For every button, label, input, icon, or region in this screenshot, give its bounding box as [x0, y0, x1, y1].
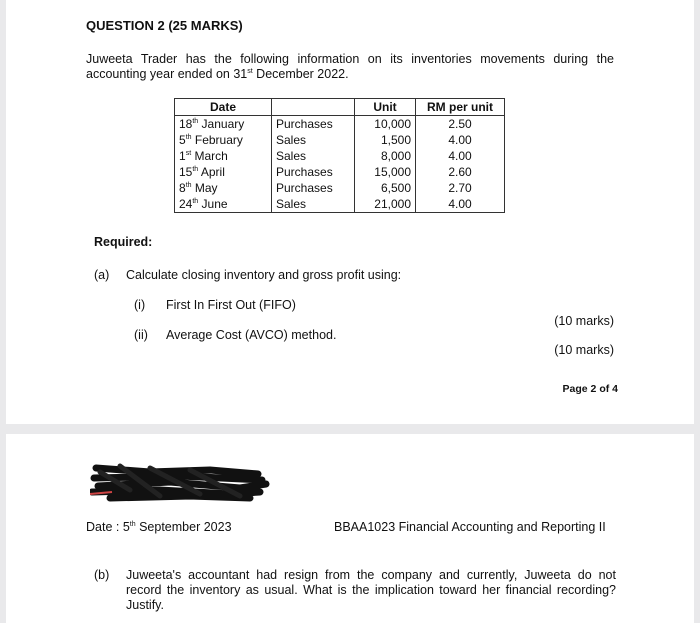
- cell-rm-per-unit: 4.00: [416, 132, 505, 148]
- course-title: BBAA1023 Financial Accounting and Reporting II: [334, 520, 606, 534]
- cell-rm-per-unit: 2.50: [416, 116, 505, 133]
- cell-date: 1st March: [175, 148, 272, 164]
- header-rm-per-unit: RM per unit: [416, 99, 505, 116]
- part-a-text: Calculate closing inventory and gross profit using:: [126, 268, 402, 282]
- cell-unit: 6,500: [355, 180, 416, 196]
- table-row: [175, 148, 505, 164]
- cell-unit: 10,000: [355, 116, 416, 133]
- table-row: [175, 116, 505, 133]
- cell-rm-per-unit: 2.70: [416, 180, 505, 196]
- marks-part-ii: (10 marks): [554, 343, 614, 357]
- redaction-scribble: [90, 460, 270, 502]
- part-b-text: Juweeta's accountant had resign from the company and currently, Juweeta do not record the inventory as usual. What is the implication toward her financial recording? Justify.: [126, 568, 616, 612]
- table-header-row: [175, 99, 505, 116]
- part-b-label: (b): [94, 568, 110, 582]
- cell-date: 24th June: [175, 196, 272, 213]
- cell-unit: 15,000: [355, 164, 416, 180]
- part-i-label: (i): [134, 298, 146, 312]
- table-row: [175, 196, 505, 213]
- cell-rm-per-unit: 4.00: [416, 196, 505, 213]
- table-row: [175, 132, 505, 148]
- table-row: [175, 180, 505, 196]
- cell-unit: 21,000: [355, 196, 416, 213]
- exam-page-2: [6, 0, 694, 424]
- inventory-movements-table: [174, 98, 505, 213]
- cell-rm-per-unit: 4.00: [416, 148, 505, 164]
- header-unit: Unit: [355, 99, 416, 116]
- table-row: [175, 164, 505, 180]
- marks-part-i: (10 marks): [554, 314, 614, 328]
- question-title: QUESTION 2 (25 MARKS): [86, 18, 243, 33]
- cell-type: Sales: [272, 196, 355, 213]
- cell-unit: 8,000: [355, 148, 416, 164]
- cell-type: Purchases: [272, 116, 355, 133]
- cell-date: 15th April: [175, 164, 272, 180]
- exam-page-3: [6, 434, 694, 623]
- cell-type: Sales: [272, 148, 355, 164]
- cell-date: 18th January: [175, 116, 272, 133]
- cell-date: 5th February: [175, 132, 272, 148]
- part-ii-text: Average Cost (AVCO) method.: [166, 328, 337, 342]
- part-ii-label: (ii): [134, 328, 148, 342]
- header-date: Date: [175, 99, 272, 116]
- question-intro: Juweeta Trader has the following information on its inventories movements during the accounting year ended on 31st December 2022.: [86, 52, 614, 81]
- exam-date: Date : 5th September 2023: [86, 520, 232, 534]
- cell-type: Sales: [272, 132, 355, 148]
- part-i-text: First In First Out (FIFO): [166, 298, 296, 312]
- cell-date: 8th May: [175, 180, 272, 196]
- cell-type: Purchases: [272, 180, 355, 196]
- header-type: [272, 99, 355, 116]
- page-number: Page 2 of 4: [562, 383, 618, 395]
- required-label: Required:: [94, 235, 153, 249]
- cell-type: Purchases: [272, 164, 355, 180]
- part-a-label: (a): [94, 268, 110, 282]
- cell-unit: 1,500: [355, 132, 416, 148]
- cell-rm-per-unit: 2.60: [416, 164, 505, 180]
